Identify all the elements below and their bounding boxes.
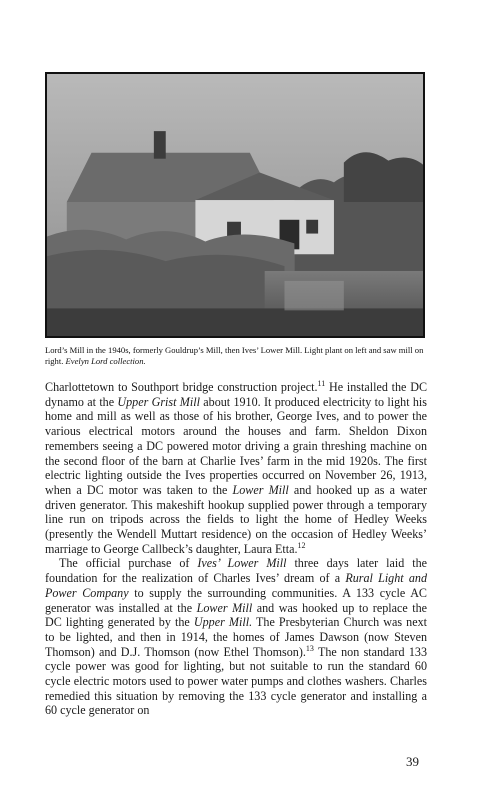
p2-text-6: The non standard 133 cycle power was good for lighting, but not suitable to run the standard 60 cycle electric motors used to power water pumps and clothes washers. Charles remedied this situation by removing the 133 cycle generator and installing a 60 cycle generator on bbox=[45, 644, 427, 718]
footnote-12[interactable]: 12 bbox=[297, 540, 306, 550]
p1-text-4: and hooked up as a water driven generator. This makeshift hookup supplied power through a temporary line run on tripods across the fields to light the home of Hedley Weeks (presently the Wendell Muttart residence) on the occasion of Hedley Weeks’ marriage to George Callbeck’s daughter, Laura Etta. bbox=[45, 482, 427, 556]
caption-credit: Evelyn Lord collection. bbox=[65, 356, 146, 366]
photo-of-mill-icon bbox=[47, 74, 423, 336]
paragraph-1 bbox=[45, 380, 427, 556]
p2-text-2: three days later laid the foundation for the realization of Charles Ives’ dream of a bbox=[45, 556, 427, 586]
mill-photo bbox=[45, 72, 425, 338]
caption-text: Lord’s Mill in the 1940s, formerly Gouldrup’s Mill, then Ives’ Lower Mill. Light plant on left and saw mill on right. bbox=[45, 345, 424, 366]
body-text bbox=[45, 380, 427, 718]
p2-italic-1: Ives’ Lower Mill bbox=[197, 556, 287, 571]
p2-text-1: The official purchase of bbox=[59, 556, 198, 571]
p2-italic-3: Lower Mill bbox=[196, 600, 253, 615]
p1-text-1: Charlottetown to Southport bridge construction project. bbox=[45, 380, 318, 394]
paragraph-2 bbox=[45, 556, 427, 718]
p2-text-4: and was hooked up to replace the DC lighting generated by the bbox=[45, 600, 428, 630]
p1-text-3: about 1910. It produced electricity to light his home and mill as well as those of his brother, George Ives, and to power the various electrical motors around the houses and farm. Sheldon Dixon remembers seeing a DC powered motor driving a grain threshing machine on the second floor of the barn at Charlie Ives’ farm in the mid 1920s. The first electric lighting outside the Ives properties occurred on November 26, 1913, when a DC motor was taken to the bbox=[45, 394, 427, 497]
footnote-11[interactable]: 11 bbox=[317, 379, 326, 388]
p2-italic-4: Upper Mill. bbox=[193, 615, 253, 630]
p2-text-5: The Presbyterian Church was next to be lighted, and then in 1914, the homes of James Dawson (now Steven Thomson) and D.J. Thomson (now Ethel Thomson). bbox=[45, 615, 427, 659]
page-number: 39 bbox=[406, 754, 419, 769]
footnote-13[interactable]: 13 bbox=[305, 643, 314, 653]
figure-caption bbox=[45, 345, 427, 367]
p1-text-2: He installed the DC dynamo at the bbox=[45, 380, 428, 409]
p2-text-3: to supply the surrounding communities. A 133 cycle AC generator was installed at the bbox=[45, 585, 427, 615]
p1-italic-2: Lower Mill bbox=[232, 482, 289, 497]
p1-italic-1: Upper Grist Mill bbox=[117, 394, 200, 409]
p2-italic-2: Rural Light and Power Company bbox=[45, 571, 427, 600]
